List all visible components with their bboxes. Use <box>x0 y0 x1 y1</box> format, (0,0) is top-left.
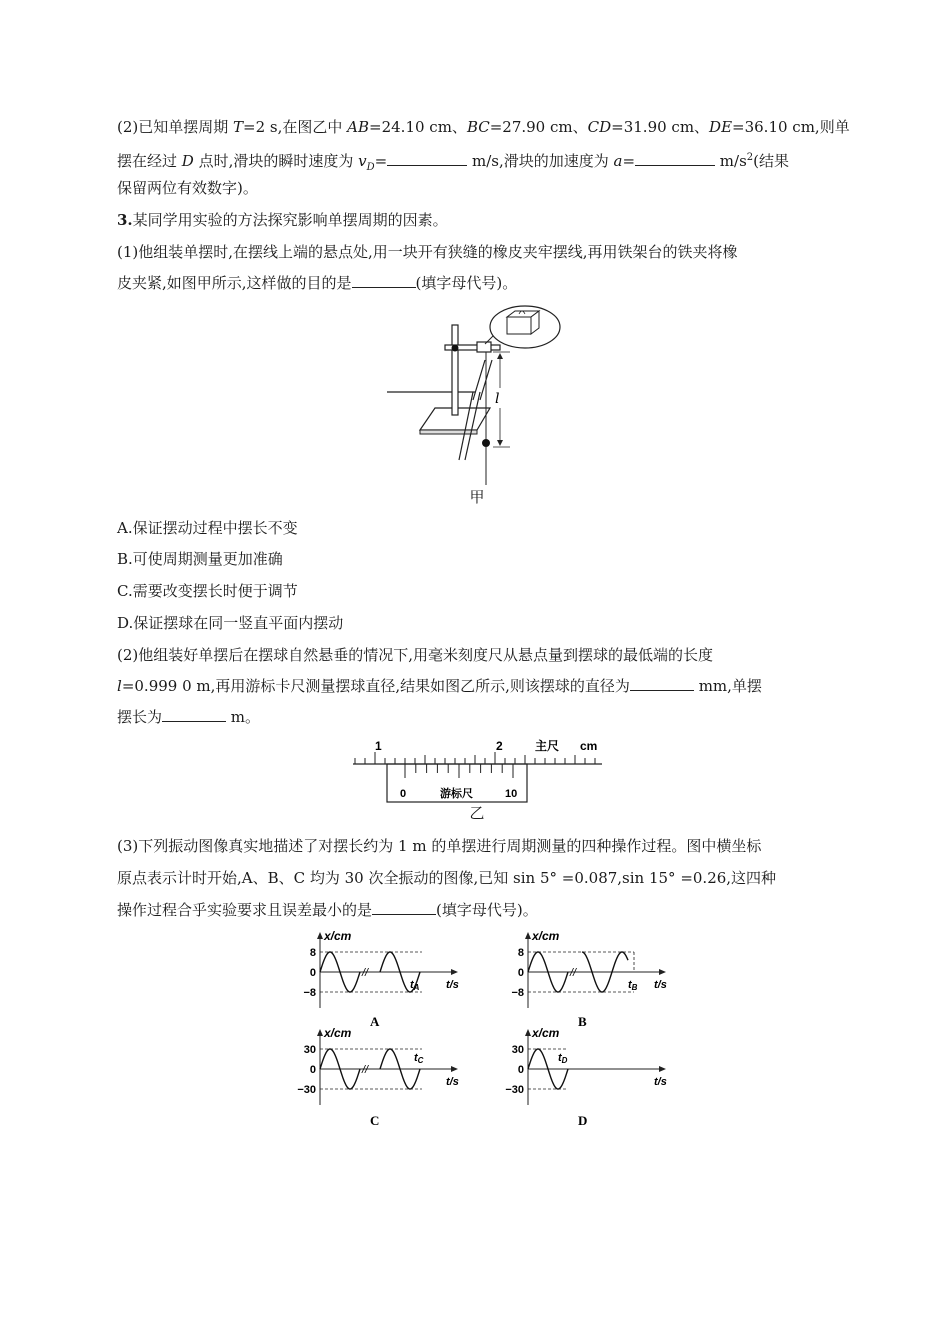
end-time-subscript: D <box>561 1056 568 1065</box>
y-axis-arrow <box>525 932 531 939</box>
vibration-graph-d <box>490 1025 675 1135</box>
q2-line-3: 保留两位有效数字)。 <box>117 179 258 197</box>
acceleration-answer-blank[interactable] <box>635 151 715 166</box>
y-tick-bottom: −30 <box>505 1084 524 1096</box>
end-time-label: tB <box>628 979 638 992</box>
x-axis-arrow <box>659 1066 666 1072</box>
end-time-subscript: B <box>631 983 638 992</box>
main-scale-label: 主尺 <box>535 739 560 753</box>
q2-line-1: (2)已知单摆周期 T=2 s,在图乙中 AB=24.10 cm、BC=27.90 cm、CD=31.90 cm、DE=36.10 cm,则单 <box>117 118 850 136</box>
y-tick-bottom: −8 <box>511 987 524 999</box>
q3-p2-line-3: 摆长为 m。 <box>117 708 261 726</box>
pendulum-setup-figure <box>385 300 585 505</box>
y-tick-zero: 0 <box>309 1064 316 1076</box>
vernier-caliper-figure <box>350 735 605 805</box>
q3-p3-line-2: 原点表示计时开始,A、B、C 均为 30 次全振动的图像,已知 sin 5° =0.087,sin 15° =0.26,这四种 <box>117 869 777 887</box>
velocity-answer-blank[interactable] <box>387 151 467 166</box>
diameter-answer-blank[interactable] <box>630 676 694 691</box>
q3-p3-line-3: 操作过程合乎实验要求且误差最小的是 (填字母代号)。 <box>117 901 538 919</box>
q2-line-2: 摆在经过 D 点时,滑块的瞬时速度为 $v_D= m/s$,滑块的加速度为 $a= m/s^2$(结果 <box>117 152 790 173</box>
end-time-subscript: C <box>417 1056 424 1065</box>
axis-break-mark: // <box>362 1064 369 1076</box>
graph-letter: C <box>370 1113 380 1128</box>
y-axis-arrow <box>525 1029 531 1036</box>
y-tick-top: 30 <box>303 1044 316 1056</box>
end-time-label: tC <box>414 1052 424 1065</box>
option-c: C.需要改变摆长时便于调节 <box>117 582 298 600</box>
y-axis-label: x/cm <box>532 929 560 943</box>
q3-p3-answer-blank[interactable] <box>372 900 436 915</box>
y-tick-bottom: −8 <box>303 987 316 999</box>
q3-p2-line-2: l=0.999 0 m,再用游标卡尺测量摆球直径,结果如图乙所示,则该摆球的直径为 mm,单摆 <box>117 677 762 695</box>
end-time-subscript: A <box>413 983 420 992</box>
vibration-graph-a <box>282 928 467 1033</box>
q3-p3-line-1: (3)下列振动图像真实地描述了对摆长约为 1 m 的单摆进行周期测量的四种操作过程。图中横坐标 <box>117 837 762 855</box>
x-axis-label: t/s <box>446 979 459 991</box>
y-tick-top: 30 <box>511 1044 524 1056</box>
q3-p1-line-1: (1)他组装单摆时,在摆线上端的悬点处,用一块开有狭缝的橡皮夹牢摆线,再用铁架台的铁夹将橡 <box>117 243 738 261</box>
y-tick-zero: 0 <box>309 967 316 979</box>
vernier-label: 游标尺 <box>440 788 473 800</box>
length-label: l <box>495 391 500 407</box>
y-axis-label: x/cm <box>532 1026 560 1040</box>
vibration-graph-b <box>490 928 675 1033</box>
graph-letter: B <box>578 1014 587 1029</box>
x-axis-label: t/s <box>654 1076 667 1088</box>
vibration-graph-c <box>282 1025 467 1135</box>
q3-p1-line-2: 皮夹紧,如图甲所示,这样做的目的是 (填字母代号)。 <box>117 274 518 292</box>
y-tick-zero: 0 <box>517 967 524 979</box>
y-axis-arrow <box>317 1029 323 1036</box>
x-axis-arrow <box>659 969 666 975</box>
y-tick-top: 8 <box>517 947 524 959</box>
axis-break-mark: // <box>362 967 369 979</box>
main-scale-2: 2 <box>496 739 503 753</box>
x-axis-label: t/s <box>654 979 667 991</box>
y-axis-label: x/cm <box>324 929 352 943</box>
y-axis-arrow <box>317 932 323 939</box>
y-tick-zero: 0 <box>517 1064 524 1076</box>
q3-title: 3.某同学用实验的方法探究影响单摆周期的因素。 <box>117 211 448 229</box>
axis-break-mark: // <box>570 967 577 979</box>
figure-yi-caption: 乙 <box>469 804 485 822</box>
main-scale-1: 1 <box>375 739 382 753</box>
q3-p2-line-1: (2)他组装好单摆后在摆球自然悬垂的情况下,用毫米刻度尺从悬点量到摆球的最低端的长度 <box>117 646 714 664</box>
x-axis-arrow <box>451 1066 458 1072</box>
option-d: D.保证摆球在同一竖直平面内摆动 <box>117 614 344 632</box>
end-time-label: tA <box>410 979 420 992</box>
x-axis-label: t/s <box>446 1076 459 1088</box>
figure-jia-caption: 甲 <box>469 488 485 506</box>
unit-label: cm <box>580 739 598 753</box>
pendulum-length-answer-blank[interactable] <box>162 707 226 722</box>
y-tick-top: 8 <box>309 947 316 959</box>
x-axis-arrow <box>451 969 458 975</box>
vernier-0: 0 <box>400 788 407 800</box>
graph-letter: A <box>370 1014 380 1029</box>
y-tick-bottom: −30 <box>297 1084 316 1096</box>
graph-letter: D <box>578 1113 588 1128</box>
end-time-label: tD <box>558 1052 568 1065</box>
q3-p1-answer-blank[interactable] <box>352 273 416 288</box>
option-b: B.可使周期测量更加准确 <box>117 550 283 568</box>
vernier-10: 10 <box>505 788 518 800</box>
option-a: A.保证摆动过程中摆长不变 <box>117 519 298 537</box>
y-axis-label: x/cm <box>324 1026 352 1040</box>
